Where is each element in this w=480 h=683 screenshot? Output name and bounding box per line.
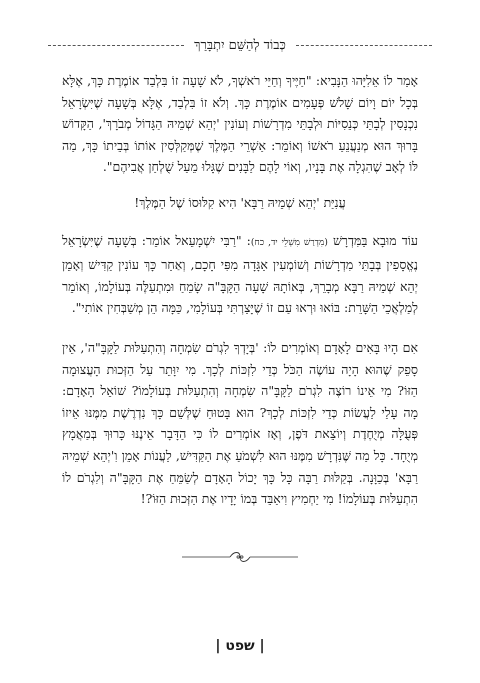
ornament-divider-icon (180, 550, 300, 564)
header-rule-right (296, 45, 432, 46)
paragraph-3-quote: : "רַבִּי יִשְׁמָעֵאל אוֹמֵר: בְּשָׁעָה שֶׁיִּשְׂרָאֵל נֶאֱסָפִין בְּבָתֵּי מִדְרָשׁוֹת וְשׁוֹמְעִין אַגָּדָה מִפִּי חָכָם, וְאַחַר כָּךְ עוֹנִין קַדִּישׁ וְאָמֵן יְהֵא שְׁמֵיהּ רַבָּא מְבָרֵךְ, בְּאוֹתָהּ שָׁעָה הַקָּבָּ"ה שָׂמֵחַ וּמִתְעַלֶּה בְּעוֹלָמוֹ, וְאוֹמֵר לְמַלְאֲכֵי הַשָּׁרֵת: בּוֹאוּ וּרְאוּ עַם זוֹ שֶׁיָּצַרְתִּי בְּעוֹלָמִי, כַּמָּה הֵן מְשַׁבְּחִין אוֹתִי". (62, 232, 418, 316)
paragraph-4: אִם הָיוּ בָּאִים לָאָדָם וְאוֹמְרִים לוֹ: 'בְּיָדְךָ לִגְרֹם שִׂמְחָה וְהִתְעַלּוּת לַקָּבָּ"ה', אֵין סָפֵק שֶׁהוּא הָיָה עוֹשֶׂה הַכֹּל כְּדֵי לִזְכּוֹת לְכָךְ. מִי יִוָּתֵר עַל הַזְּכוּת הָעֲצוּמָה הַזּוֹ? מִי אֵינוֹ רוֹצֶה לִגְרֹם לַקָּבָּ"ה שִׂמְחָה וְהִתְעַלּוּת בְּעוֹלָמוֹ? שׁוֹאֵל הָאָדָם: מָה עָלַי לַעֲשׂוֹת כְּדֵי לִזְכּוֹת לְכָךְ? הוּא בָּטוּחַ שֶׁלְּשֵׁם כָּךְ נִדְרֶשֶׁת מִמֶּנּוּ אֵיזוֹ פְּעֻלָּה מְיֻחֶדֶת וְיוֹצֵאת דֹּפֶן, וְאָז אוֹמְרִים לוֹ כִּי הַדָּבָר אֵינֶנּוּ כָּרוּךְ בְּמַאֲמָץ מְיֻחָד. כָּל מַה שֶּׁנִּדְרָשׁ מִמֶּנּוּ הוּא לִשְׁמֹעַ אֶת הַקַּדִּישׁ, לַעֲנוֹת אָמֵן וִ'יְהֵא שְׁמֵיהּ רַבָּא' בְּכַוָּנָה. בְּקַלּוּת רַבָּה כָּל כָּךְ יָכוֹל הָאָדָם לְשַׂמֵּחַ אֶת הַקָּבָּ"ה וְלִגְרֹם לוֹ הִתְעַלּוּת בְּעוֹלָמוֹ! מִי יַחְמִיץ וִיאַבֵּד בְּמוֹ יָדָיו אֶת הַזְּכוּת הַזּוֹ?! (62, 339, 418, 507)
body-text (62, 70, 418, 510)
highlight-line: עֲנִיַּת 'יְהֵא שְׁמֵיהּ רַבָּא' הִיא קִלּוּסוֹ שֶׁל הַמֶּלֶךְ! (134, 194, 346, 210)
paragraph-3 (62, 230, 418, 319)
header-title: כְּבוֹד לְהַשֵּׁם יִתְבָּרַךְ (194, 38, 286, 53)
page-number: | שפט | (215, 638, 265, 654)
paragraph-1: אָמַר לוֹ אֵלִיָּהוּ הַנָּבִיא: "חַיֶּיךָ וְחַיֵּי רֹאשְׁךָ, לֹא שָׁעָה זוֹ בִּלְבַד אוֹמֶרֶת כָּךְ, אֶלָּא בְּכָל יוֹם וָיוֹם שָׁלֹשׁ פְּעָמִים אוֹמֶרֶת כָּךְ. וְלֹא זוֹ בִּלְבַד, אֶלָּא בְּשָׁעָה שֶׁיִּשְׂרָאֵל נִכְנָסִין לְבָתֵּי כְּנֵסִיּוֹת וּלְבָתֵּי מִדְרָשׁוֹת וְעוֹנִין 'יְהֵא שְׁמֵיהּ הַגָּדוֹל מְבֹרָךְ', הַקָּדוֹשׁ בָּרוּךְ הוּא מְנַעֲנֵעַ רֹאשׁוֹ וְאוֹמֵר: אַשְׁרֵי הַמֶּלֶךְ שֶׁמְּקַלְּסִין אוֹתוֹ בְּבֵיתוֹ כָּךְ, מַה לּוֹ לְאָב שֶׁהִגְלָה אֶת בָּנָיו, וְאוֹי לָהֶם לַבָּנִים שֶׁגָּלוּ מֵעַל שֻׁלְחַן אֲבִיהֶם". (62, 73, 418, 175)
paragraph-3-intro: עוֹד מוּבָא בַּמִּדְרָשׁ (332, 232, 418, 248)
source-citation: (מִדְרַשׁ מִשְׁלֵי יד, כח) (250, 237, 328, 248)
running-header (48, 36, 432, 54)
header-rule-left (48, 45, 184, 46)
